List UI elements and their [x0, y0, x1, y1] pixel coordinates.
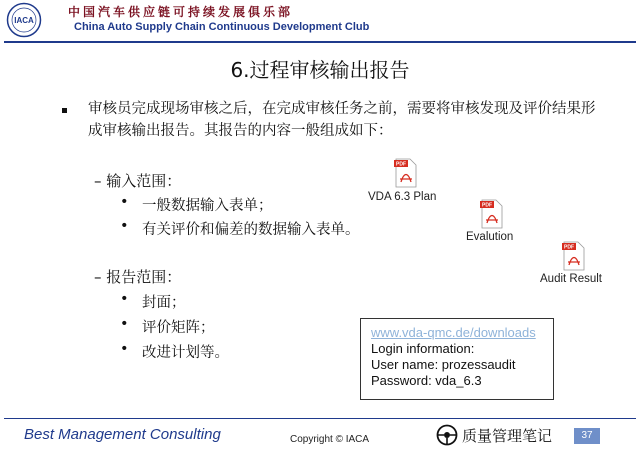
list-item: • 评价矩阵；: [142, 316, 215, 337]
login-username: User name: prozessaudit: [371, 357, 516, 372]
pdf-icon[interactable]: [562, 241, 586, 271]
login-info-box: [360, 318, 554, 400]
download-link[interactable]: www.vda-qmc.de/downloads: [371, 325, 536, 340]
list-item: • 封面；: [142, 291, 186, 312]
list-item: • 改进计划等。: [142, 341, 229, 362]
svg-text:PDF: PDF: [396, 161, 406, 168]
list-item: • 一般数据输入表单；: [142, 194, 273, 215]
attachment-label[interactable]: VDA 6.3 Plan: [368, 191, 437, 203]
section-heading-report: – 报告范围：: [94, 268, 182, 286]
login-info-heading: Login information:: [371, 341, 475, 356]
slide-title: 6.过程审核输出报告: [230, 58, 410, 82]
section-heading-input: – 输入范围：: [94, 172, 182, 190]
pdf-icon[interactable]: [480, 199, 504, 229]
list-item: • 有关评价和偏差的数据输入表单。: [142, 218, 360, 239]
wechat-brand-icon: [436, 424, 458, 446]
page-number-badge: 37: [574, 428, 600, 444]
svg-text:PDF: PDF: [564, 244, 574, 251]
bullet-square: [62, 108, 67, 113]
footer-company: Best Management Consulting: [24, 426, 221, 443]
org-name-cn: 中国汽车供应链可持续发展俱乐部: [68, 5, 294, 19]
header: [0, 0, 640, 40]
login-password: Password: vda_6.3: [371, 373, 482, 388]
attachment-label[interactable]: Audit Result: [540, 273, 603, 285]
pdf-icon[interactable]: [394, 158, 418, 188]
footer-copyright: Copyright © IACA: [290, 434, 370, 445]
svg-text:PDF: PDF: [482, 202, 492, 209]
intro-text: 审核员完成现场审核之后，在完成审核任务之前，需要将审核发现及评价结果形成审核输出报告。其报告的内容一般组成如下：: [88, 101, 596, 139]
brand-name: 质量管理笔记: [462, 427, 553, 445]
attachment-label[interactable]: Evalution: [466, 231, 514, 243]
header-divider: [4, 41, 636, 43]
org-name-en: China Auto Supply Chain Continuous Development Club: [74, 21, 370, 33]
iaca-logo: [6, 2, 42, 38]
footer-divider: [4, 418, 636, 419]
logo-text: IACA: [14, 16, 34, 25]
